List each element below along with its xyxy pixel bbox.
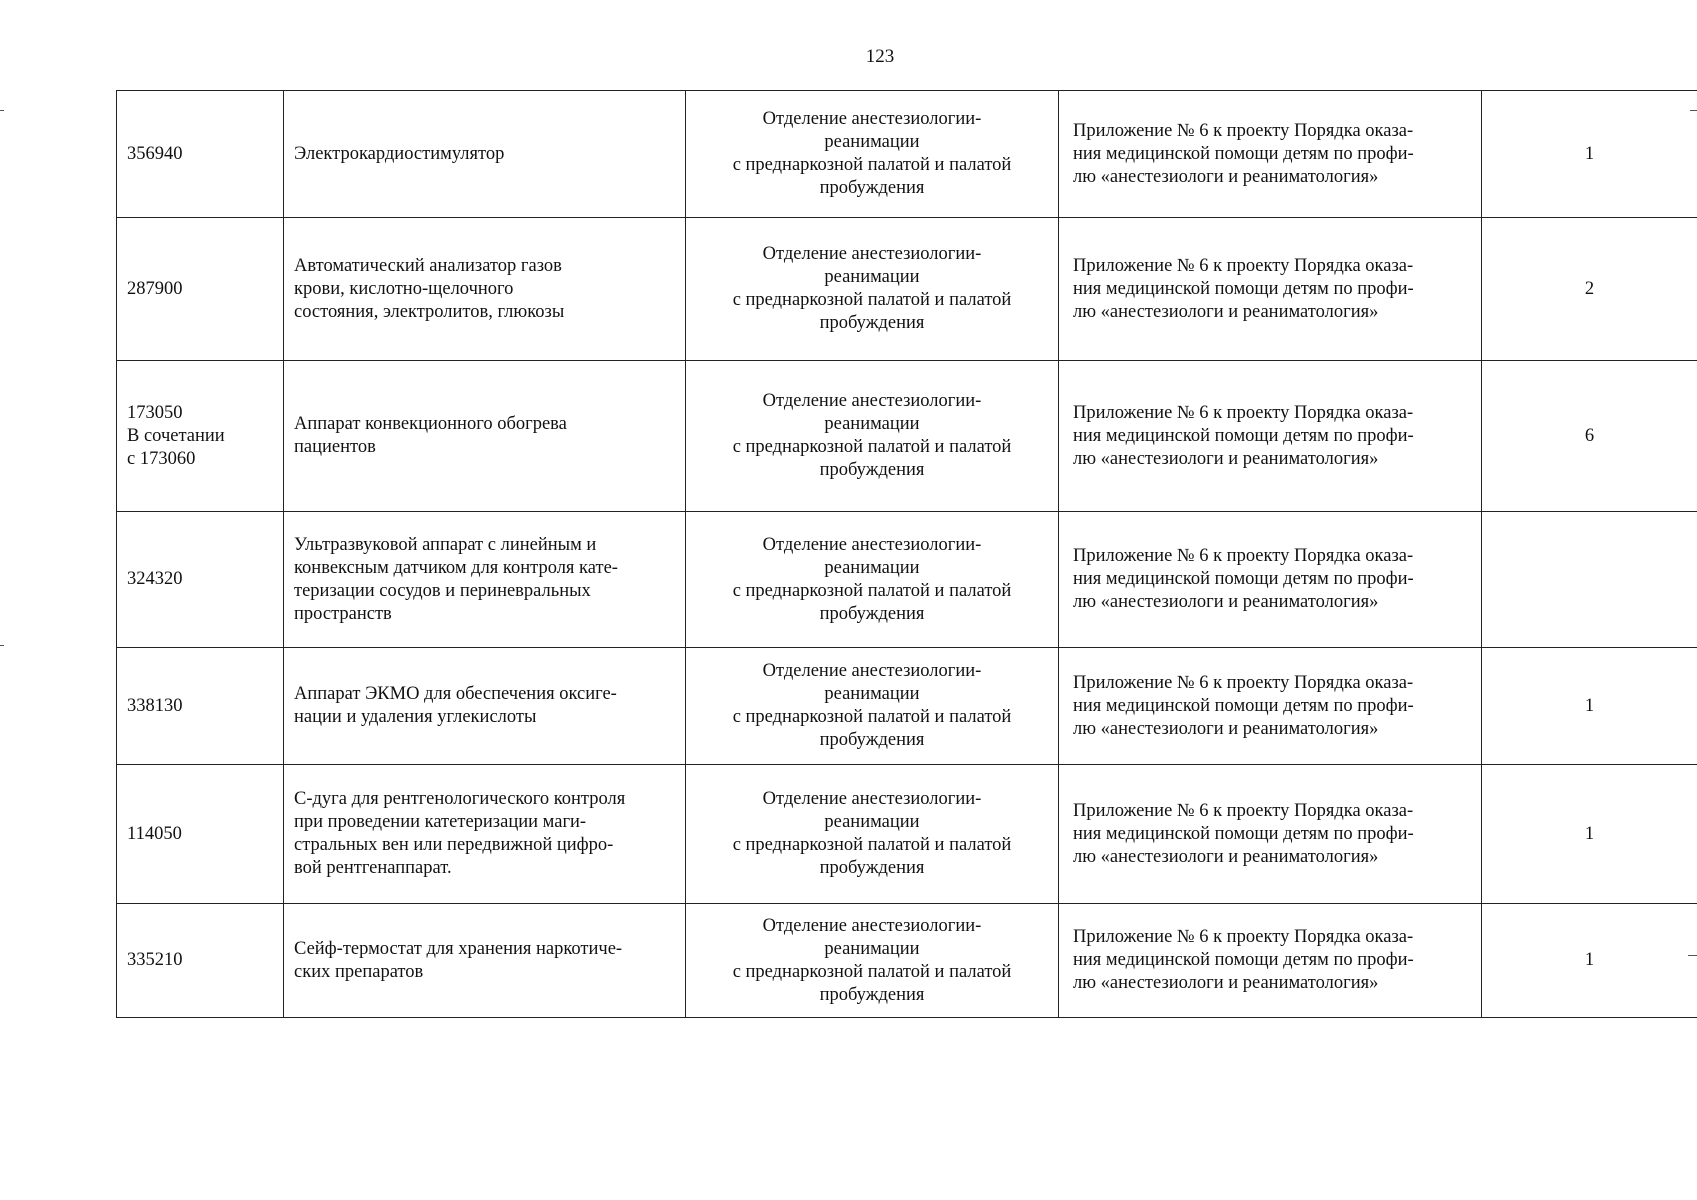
equipment-name: Аппарат ЭКМО для обеспечения оксиге- нации и удаления углекислоты bbox=[284, 648, 686, 765]
table-row bbox=[117, 361, 1697, 512]
department: Отделение анестезиологии- реанимации с преднаркозной палатой и палатой пробуждения bbox=[686, 361, 1059, 512]
department: Отделение анестезиологии- реанимации с преднаркозной палатой и палатой пробуждения bbox=[686, 512, 1059, 648]
margin-mark-left-bottom bbox=[0, 645, 4, 646]
quantity: 6 bbox=[1482, 361, 1697, 512]
table-row bbox=[117, 904, 1697, 1018]
reference: Приложение № 6 к проекту Порядка оказа- ния медицинской помощи детям по профи- лю «анестезиологи и реаниматология» bbox=[1059, 218, 1482, 361]
equipment-code: 356940 bbox=[117, 91, 284, 218]
table-row bbox=[117, 648, 1697, 765]
page-number: 123 bbox=[865, 46, 895, 67]
reference: Приложение № 6 к проекту Порядка оказа- ния медицинской помощи детям по профи- лю «анестезиологи и реаниматология» bbox=[1059, 361, 1482, 512]
margin-mark-left-top bbox=[0, 110, 4, 111]
equipment-name: Сейф-термостат для хранения наркотиче- ских препаратов bbox=[284, 904, 686, 1018]
equipment-table bbox=[116, 90, 1697, 1018]
equipment-code: 338130 bbox=[117, 648, 284, 765]
quantity: 2 bbox=[1482, 218, 1697, 361]
table-row bbox=[117, 91, 1697, 218]
equipment-code: 173050 В сочетании с 173060 bbox=[117, 361, 284, 512]
equipment-code: 287900 bbox=[117, 218, 284, 361]
department: Отделение анестезиологии- реанимации с преднаркозной палатой и палатой пробуждения bbox=[686, 91, 1059, 218]
equipment-name: Автоматический анализатор газов крови, кислотно-щелочного состояния, электролитов, глюкозы bbox=[284, 218, 686, 361]
equipment-name: Электрокардиостимулятор bbox=[284, 91, 686, 218]
table-row bbox=[117, 765, 1697, 904]
table-row bbox=[117, 512, 1697, 648]
reference: Приложение № 6 к проекту Порядка оказа- ния медицинской помощи детям по профи- лю «анестезиологи и реаниматология» bbox=[1059, 512, 1482, 648]
quantity: 1 bbox=[1482, 91, 1697, 218]
quantity: 1 bbox=[1482, 648, 1697, 765]
reference: Приложение № 6 к проекту Порядка оказа- ния медицинской помощи детям по профи- лю «анестезиологи и реаниматология» bbox=[1059, 904, 1482, 1018]
equipment-name: С-дуга для рентгенологического контроля при проведении катетеризации маги- стральных вен или передвижной цифро- вой рентгенаппарат. bbox=[284, 765, 686, 904]
quantity: 1 bbox=[1482, 765, 1697, 904]
department: Отделение анестезиологии- реанимации с преднаркозной палатой и палатой пробуждения bbox=[686, 904, 1059, 1018]
equipment-code: 335210 bbox=[117, 904, 284, 1018]
equipment-code: 114050 bbox=[117, 765, 284, 904]
reference: Приложение № 6 к проекту Порядка оказа- ния медицинской помощи детям по профи- лю «анестезиологи и реаниматология» bbox=[1059, 648, 1482, 765]
department: Отделение анестезиологии- реанимации с преднаркозной палатой и палатой пробуждения bbox=[686, 765, 1059, 904]
quantity bbox=[1482, 512, 1697, 648]
quantity: 1 bbox=[1482, 904, 1697, 1018]
equipment-name: Ультразвуковой аппарат с линейным и конвексным датчиком для контроля кате- теризации сосудов и периневральных пространств bbox=[284, 512, 686, 648]
equipment-code: 324320 bbox=[117, 512, 284, 648]
reference: Приложение № 6 к проекту Порядка оказа- ния медицинской помощи детям по профи- лю «анестезиологи и реаниматология» bbox=[1059, 91, 1482, 218]
department: Отделение анестезиологии- реанимации с преднаркозной палатой и палатой пробуждения bbox=[686, 648, 1059, 765]
table-row bbox=[117, 218, 1697, 361]
equipment-name: Аппарат конвекционного обогрева пациентов bbox=[284, 361, 686, 512]
department: Отделение анестезиологии- реанимации с преднаркозной палатой и палатой пробуждения bbox=[686, 218, 1059, 361]
reference: Приложение № 6 к проекту Порядка оказа- ния медицинской помощи детям по профи- лю «анестезиологи и реаниматология» bbox=[1059, 765, 1482, 904]
